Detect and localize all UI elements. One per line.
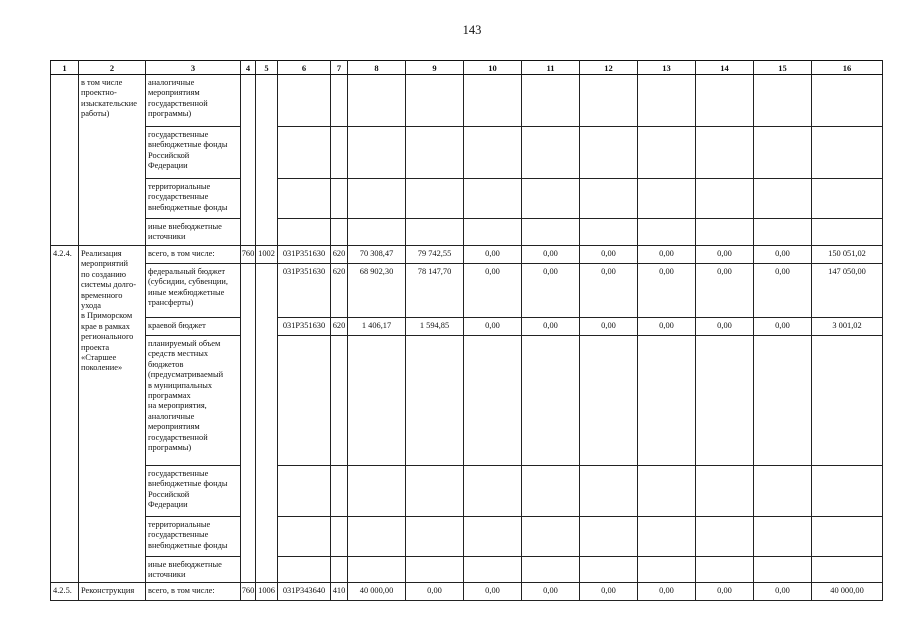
header-col-13: 13 [638,61,696,75]
code-col-4 [241,75,256,246]
header-col-6: 6 [278,61,331,75]
item-number-cell [51,75,79,246]
table-row [51,264,883,318]
value-col-8 [348,557,406,583]
code-col-6 [278,336,331,466]
funding-source-cell: всего, в том числе: [146,246,241,264]
value-col-9: 0,00 [406,583,464,601]
header-col-16: 16 [812,61,883,75]
code-col-7 [331,336,348,466]
value-col-12 [580,557,638,583]
code-col-7 [331,127,348,179]
code-col-6 [278,466,331,517]
header-col-3: 3 [146,61,241,75]
value-col-13: 0,00 [638,583,696,601]
table-row [51,127,883,179]
code-col-6 [278,517,331,557]
value-col-11 [522,127,580,179]
value-col-10: 0,00 [464,318,522,336]
value-col-13 [638,75,696,127]
code-col-5 [256,75,278,246]
value-col-10 [464,75,522,127]
value-col-12 [580,219,638,246]
item-number-cell: 4.2.5. [51,583,79,601]
value-col-10: 0,00 [464,264,522,318]
funding-source-cell: территориальные государственные внебюджетные фонды [146,179,241,219]
value-col-9: 78 147,70 [406,264,464,318]
value-col-12 [580,517,638,557]
code-col-5: 1006 [256,583,278,601]
value-col-15: 0,00 [754,583,812,601]
value-col-15 [754,557,812,583]
value-col-8 [348,517,406,557]
header-col-15: 15 [754,61,812,75]
table-row [51,318,883,336]
table-row [51,75,883,127]
value-col-13 [638,127,696,179]
value-col-9 [406,179,464,219]
value-col-8: 1 406,17 [348,318,406,336]
code-col-7 [331,75,348,127]
value-col-8 [348,466,406,517]
value-col-9 [406,219,464,246]
value-col-16: 150 051,02 [812,246,883,264]
value-col-15 [754,219,812,246]
value-col-10 [464,557,522,583]
value-col-14 [696,466,754,517]
header-row [51,61,883,75]
table-row [51,583,883,601]
value-col-9 [406,517,464,557]
value-col-14: 0,00 [696,246,754,264]
value-col-9: 79 742,55 [406,246,464,264]
value-col-14 [696,219,754,246]
funding-source-cell: федеральный бюджет (субсидии, субвенции, иные межбюджетные трансферты) [146,264,241,318]
header-col-10: 10 [464,61,522,75]
funding-source-cell: аналогичные мероприятиям государственной программы) [146,75,241,127]
code-col-7 [331,517,348,557]
value-col-8: 68 902,30 [348,264,406,318]
value-col-8 [348,127,406,179]
value-col-14 [696,179,754,219]
value-col-11 [522,557,580,583]
value-col-12 [580,179,638,219]
value-col-15: 0,00 [754,318,812,336]
header-col-5: 5 [256,61,278,75]
value-col-16: 3 001,02 [812,318,883,336]
item-name-cell: Реконструкция [79,583,146,601]
value-col-13 [638,466,696,517]
value-col-11: 0,00 [522,246,580,264]
value-col-12: 0,00 [580,318,638,336]
value-col-12 [580,75,638,127]
code-col-7 [331,219,348,246]
value-col-13 [638,517,696,557]
value-col-8 [348,219,406,246]
value-col-12 [580,127,638,179]
value-col-11 [522,219,580,246]
item-name-cell: Реализация мероприятий по созданию системы долго- временного ухода в Приморском крае в рамках регионального проекта «Старшее поколение» [79,246,146,583]
value-col-11 [522,179,580,219]
value-col-9 [406,336,464,466]
value-col-11: 0,00 [522,583,580,601]
code-col-6 [278,557,331,583]
value-col-12 [580,336,638,466]
value-col-15 [754,127,812,179]
value-col-10 [464,336,522,466]
value-col-8 [348,336,406,466]
code-col-6: 031P351630 [278,318,331,336]
value-col-15: 0,00 [754,246,812,264]
code-col-7: 410 [331,583,348,601]
value-col-11 [522,75,580,127]
table-row [51,179,883,219]
table-row [51,557,883,583]
value-col-10 [464,127,522,179]
header-col-11: 11 [522,61,580,75]
code-col-7: 620 [331,264,348,318]
item-name-cell: в том числе проектно- изыскательские работы) [79,75,146,246]
code-col-6: 031P343640 [278,583,331,601]
funding-source-cell: государственные внебюджетные фонды Российской Федерации [146,466,241,517]
value-col-13: 0,00 [638,318,696,336]
header-col-12: 12 [580,61,638,75]
value-col-13: 0,00 [638,264,696,318]
code-col-6 [278,127,331,179]
funding-source-cell: государственные внебюджетные фонды Российской Федерации [146,127,241,179]
code-col-6: 031P351630 [278,264,331,318]
header-col-14: 14 [696,61,754,75]
value-col-14: 0,00 [696,264,754,318]
value-col-13 [638,219,696,246]
value-col-12: 0,00 [580,264,638,318]
value-col-9 [406,127,464,179]
funding-source-cell: краевой бюджет [146,318,241,336]
header-col-7: 7 [331,61,348,75]
value-col-12 [580,466,638,517]
value-col-12: 0,00 [580,583,638,601]
value-col-10 [464,466,522,517]
funding-source-cell: иные внебюджетные источники [146,557,241,583]
code-col-7 [331,466,348,517]
funding-source-cell: всего, в том числе: [146,583,241,601]
code-col-7: 620 [331,246,348,264]
value-col-15 [754,466,812,517]
header-col-1: 1 [51,61,79,75]
value-col-14 [696,75,754,127]
code-col-5 [256,264,278,583]
value-col-15 [754,179,812,219]
value-col-9 [406,75,464,127]
value-col-9 [406,557,464,583]
funding-source-cell: иные внебюджетные источники [146,219,241,246]
value-col-13 [638,179,696,219]
value-col-11 [522,466,580,517]
funding-source-cell: планируемый объем средств местных бюджетов (предусматриваемый в муниципальных программах на мероприятия, аналогичные мероприятиям государственной программы) [146,336,241,466]
value-col-14 [696,557,754,583]
code-col-6 [278,179,331,219]
code-col-7 [331,179,348,219]
code-col-6 [278,219,331,246]
header-col-2: 2 [79,61,146,75]
table-row [51,517,883,557]
value-col-16 [812,466,883,517]
page-number: 143 [462,23,482,37]
value-col-14: 0,00 [696,318,754,336]
value-col-14 [696,336,754,466]
value-col-8: 40 000,00 [348,583,406,601]
value-col-11 [522,336,580,466]
value-col-15: 0,00 [754,264,812,318]
value-col-16 [812,557,883,583]
value-col-15 [754,517,812,557]
funding-source-cell: территориальные государственные внебюджетные фонды [146,517,241,557]
code-col-4: 760 [241,583,256,601]
value-col-16 [812,517,883,557]
value-col-9 [406,466,464,517]
budget-table [50,60,883,601]
header-col-9: 9 [406,61,464,75]
value-col-9: 1 594,85 [406,318,464,336]
value-col-8: 70 308,47 [348,246,406,264]
value-col-16 [812,219,883,246]
table-row [51,336,883,466]
value-col-13 [638,336,696,466]
value-col-8 [348,179,406,219]
value-col-11: 0,00 [522,264,580,318]
value-col-15 [754,75,812,127]
code-col-7 [331,557,348,583]
value-col-10 [464,179,522,219]
value-col-15 [754,336,812,466]
value-col-11 [522,517,580,557]
value-col-16 [812,127,883,179]
value-col-14 [696,127,754,179]
value-col-16 [812,336,883,466]
code-col-6 [278,75,331,127]
value-col-11: 0,00 [522,318,580,336]
value-col-16 [812,179,883,219]
header-col-8: 8 [348,61,406,75]
table-row [51,219,883,246]
code-col-6: 031P351630 [278,246,331,264]
value-col-14 [696,517,754,557]
value-col-10 [464,219,522,246]
value-col-16: 40 000,00 [812,583,883,601]
table-row [51,466,883,517]
code-col-7: 620 [331,318,348,336]
value-col-14: 0,00 [696,583,754,601]
value-col-13: 0,00 [638,246,696,264]
value-col-13 [638,557,696,583]
value-col-10 [464,517,522,557]
value-col-10: 0,00 [464,246,522,264]
value-col-16: 147 050,00 [812,264,883,318]
item-number-cell: 4.2.4. [51,246,79,583]
value-col-8 [348,75,406,127]
value-col-16 [812,75,883,127]
header-col-4: 4 [241,61,256,75]
code-col-5: 1002 [256,246,278,264]
value-col-10: 0,00 [464,583,522,601]
value-col-12: 0,00 [580,246,638,264]
code-col-4 [241,264,256,583]
code-col-4: 760 [241,246,256,264]
table-row [51,246,883,264]
